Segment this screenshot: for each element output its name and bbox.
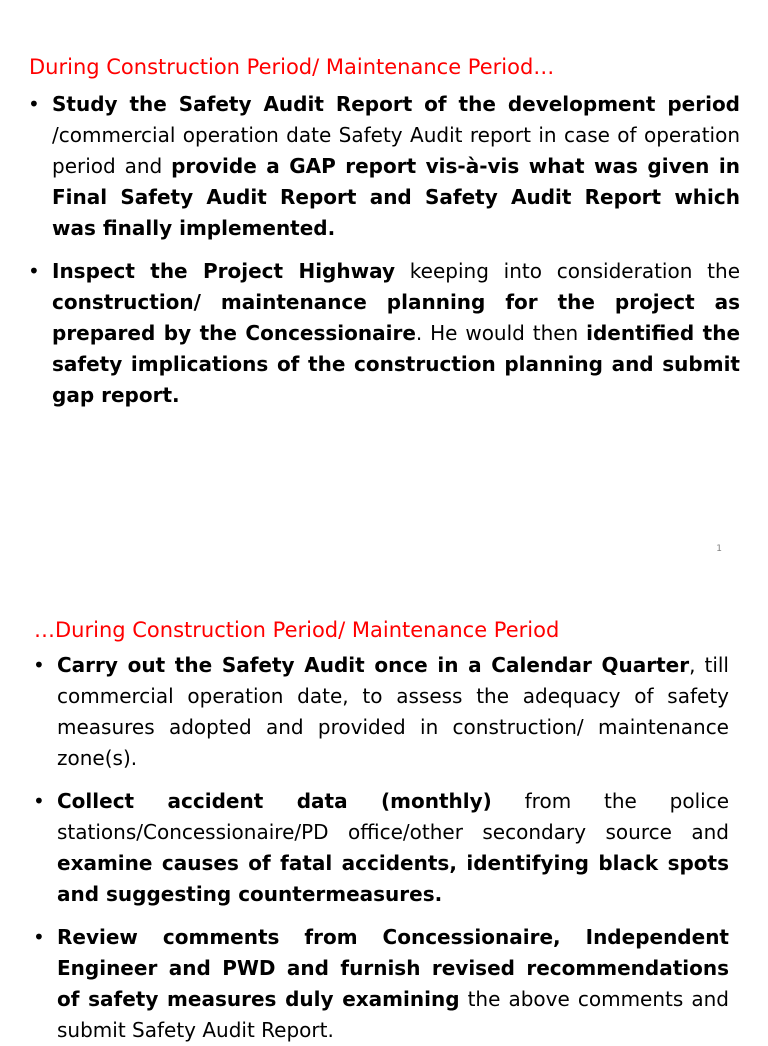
bold-span: provide a GAP report vis-à-vis what was given in Final Safety Audit Report and Safety Audit Report which was finally implemented. xyxy=(52,154,740,240)
text-span: /commercial operation date Safety Audit report in case of operation period and xyxy=(52,123,740,178)
bullet-item xyxy=(28,256,740,411)
slide-title: During Construction Period/ Maintenance Period… xyxy=(29,55,555,79)
bullet-list xyxy=(33,650,729,1046)
text-span: , till commercial operation date, to assess the adequacy of safety measures adopted and provided in construction/ maintenance zone(s). xyxy=(57,653,729,770)
bold-span: Carry out the Safety Audit once in a Calendar Quarter xyxy=(57,653,690,677)
bullet-icon: • xyxy=(33,789,45,813)
bold-span: Review comments from Concessionaire, Independent Engineer and PWD and furnish revised recommendations of safety measures duly examining xyxy=(57,925,729,1011)
slide-title: …During Construction Period/ Maintenance Period xyxy=(34,618,560,642)
bold-span: examine causes of fatal accidents, identifying black spots and suggesting countermeasures. xyxy=(57,851,729,906)
bold-span: Collect accident data (monthly) xyxy=(57,789,492,813)
bullet-icon: • xyxy=(28,92,40,116)
bullet-item xyxy=(33,786,729,910)
bullet-list xyxy=(28,89,740,411)
bullet-text xyxy=(52,256,740,411)
bullet-icon: • xyxy=(28,259,40,283)
slide-2 xyxy=(0,565,768,1042)
page-number: 1 xyxy=(716,544,722,554)
text-span: from the police stations/Concessionaire/PD office/other secondary source and xyxy=(57,789,729,844)
bullet-item xyxy=(33,650,729,774)
bold-span: Study the Safety Audit Report of the development period xyxy=(52,92,740,116)
text-span: the above comments and submit Safety Audit Report. xyxy=(57,987,729,1042)
text-span: . He would then xyxy=(415,321,587,345)
bullet-text xyxy=(52,89,740,244)
bullet-item xyxy=(28,89,740,244)
bullet-item xyxy=(33,922,729,1046)
bold-span: Inspect the Project Highway xyxy=(52,259,396,283)
bullet-icon: • xyxy=(33,653,45,677)
bold-span: construction/ maintenance planning for the project as prepared by the Concessionaire xyxy=(52,290,740,345)
text-span: keeping into consideration the xyxy=(395,259,740,283)
bullet-text xyxy=(57,922,729,1046)
bullet-icon: • xyxy=(33,925,45,949)
bullet-text xyxy=(57,650,729,774)
bold-span: identified the safety implications of the construction planning and submit gap report. xyxy=(52,321,741,407)
bullet-text xyxy=(57,786,729,910)
